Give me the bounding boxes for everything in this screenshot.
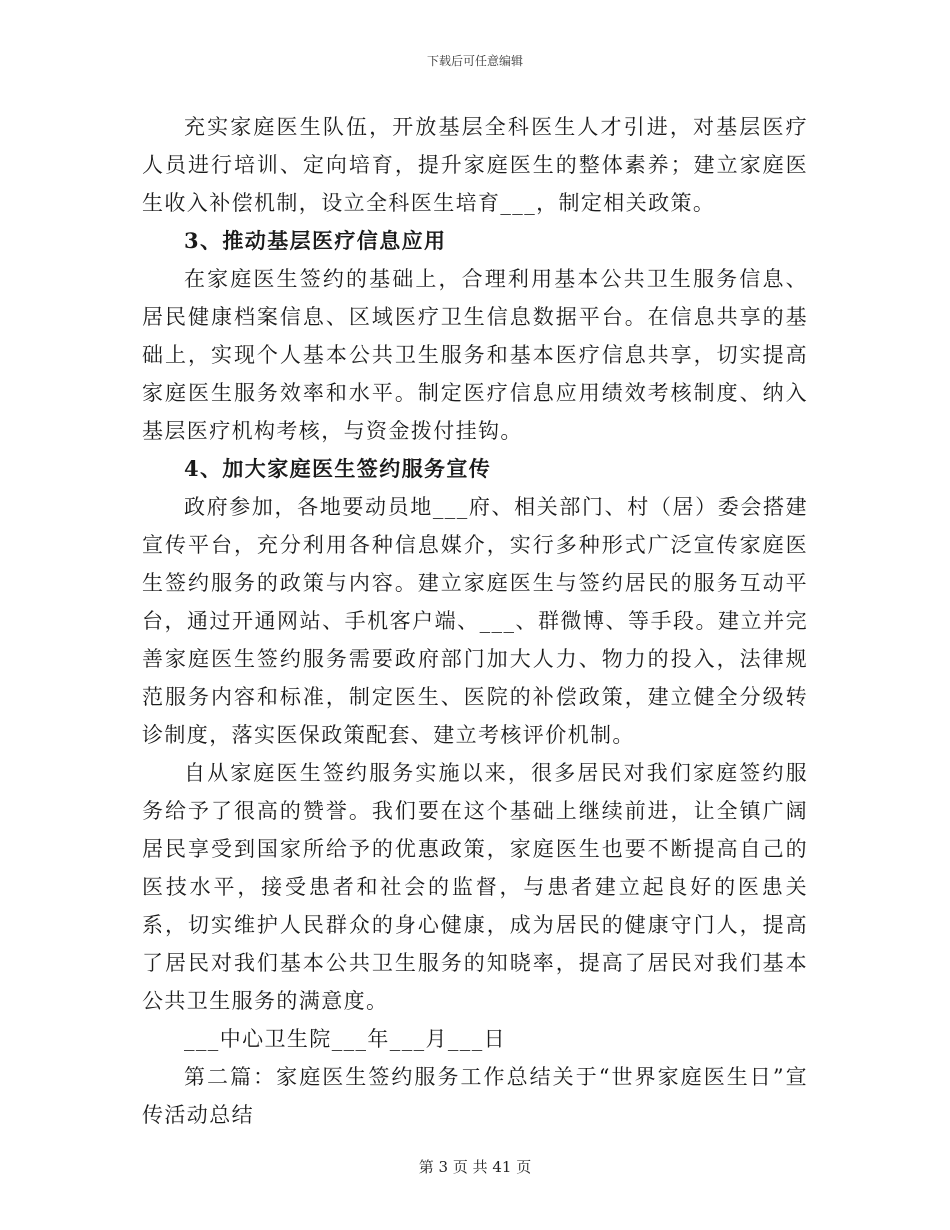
paragraph-info-application: 在家庭医生签约的基础上，合理利用基本公共卫生服务信息、居民健康档案信息、区域医疗卫生信息数据平台。在信息共享的基础上，实现个人基本公共卫生服务和基本医疗信息共享，切实提高家庭医生服务效率和水平。制定医疗信息应用绩效考核制度、纳入基层医疗机构考核，与资金拨付挂钩。 xyxy=(142,267,808,443)
signature-line: ___中心卫生院___年___月___日 xyxy=(184,1027,506,1051)
paragraph-next-article: 第二篇：家庭医生签约服务工作总结关于“世界家庭医生日”宣传活动总结 xyxy=(142,1065,808,1127)
section-heading-4: 4、加大家庭医生签约服务宣传 xyxy=(184,456,492,481)
paragraph-publicity: 政府参加，各地要动员地___府、相关部门、村（居）委会搭建宣传平台，充分利用各种信息媒介，实行多种形式广泛宣传家庭医生签约服务的政策与内容。建立家庭医生与签约居民的服务互动平台，通过开通网站、手机客户端、___、群微博、等手段。建立并完善家庭医生签约服务需要政府部门加大人力、物力的投入，法律规范服务内容和标准，制定医生、医院的补偿政策，建立健全分级转诊制度，落实医保政策配套、建立考核评价机制。 xyxy=(142,495,808,747)
paragraph-summary: 自从家庭医生签约服务实施以来，很多居民对我们家庭签约服务给予了很高的赞誉。我们要在这个基础上继续前进，让全镇广阔居民享受到国家所给予的优惠政策，家庭医生也要不断提高自己的医技水平，接受患者和社会的监督，与患者建立起良好的医患关系，切实维护人民群众的身心健康，成为居民的健康守门人，提高了居民对我们基本公共卫生服务的知晓率，提高了居民对我们基本公共卫生服务的满意度。 xyxy=(142,761,808,1013)
page-number: 第 3 页 共 41 页 xyxy=(418,1158,532,1176)
section-heading-3: 3、推动基层医疗信息应用 xyxy=(184,228,447,253)
paragraph-team: 充实家庭医生队伍，开放基层全科医生人才引进，对基层医疗人员进行培训、定向培育，提升家庭医生的整体素养；建立家庭医生收入补偿机制，设立全科医生培育___，制定相关政策。 xyxy=(142,115,808,215)
page-header-note: 下载后可任意编辑 xyxy=(426,54,523,68)
document-body xyxy=(142,108,808,1134)
